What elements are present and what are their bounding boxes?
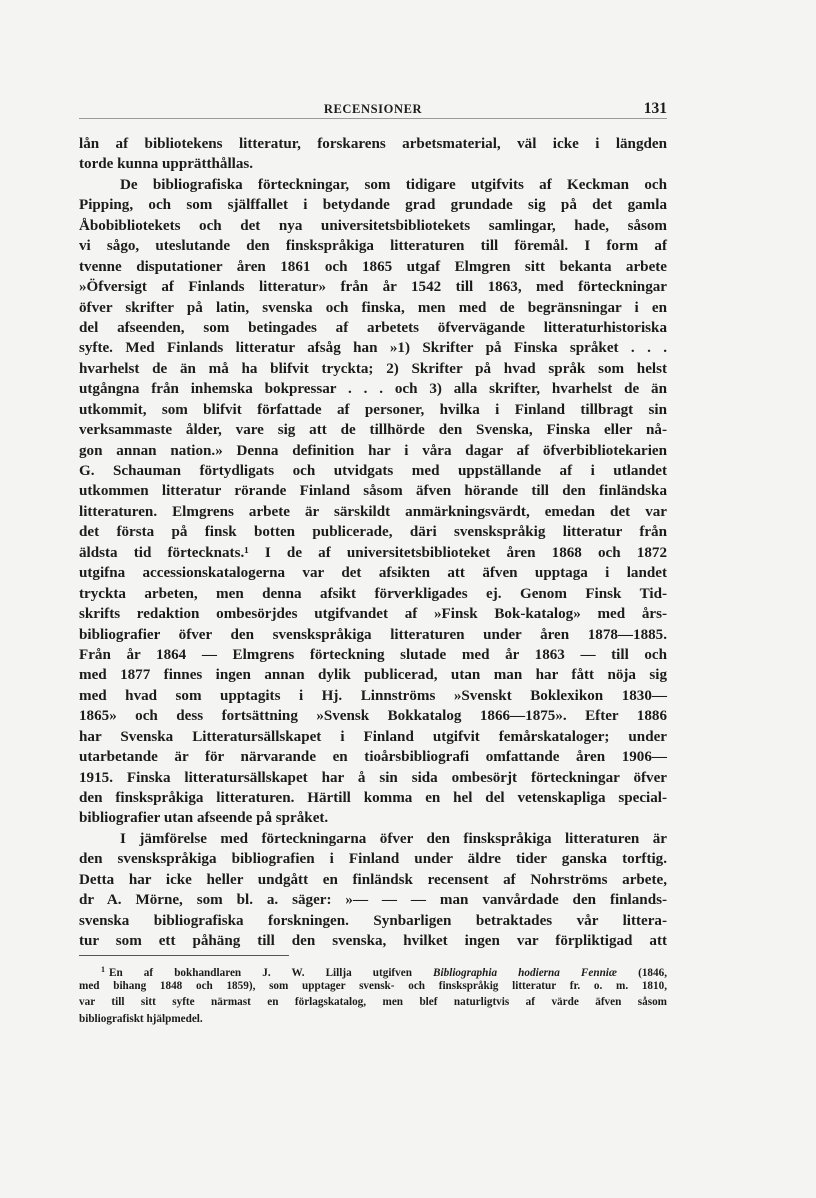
text-line: med 1877 finnes ingen annan dylik publicerad, utan man har fått nöja sig <box>79 667 667 684</box>
text-line: Detta har icke heller undgått en finländsk recensent af Nohrströms arbete, <box>79 871 667 888</box>
footnote-line: var till sitt syfte närmast en förlagskatalog, men blef naturligtvis af värde äfven såsom <box>79 996 667 1009</box>
footnote-line <box>79 962 667 978</box>
text-line: med hvad som upptagits i Hj. Linnströms »Svenskt Boklexikon 1830— <box>79 687 667 704</box>
text-line: bibliografier öfver den svenskspråkiga litteraturen under åren 1878—1885. <box>79 626 667 643</box>
text-line: vi sågo, uteslutande den finskspråkiga litteraturen till föremål. I form af <box>79 238 667 255</box>
footnote-text: (1846, <box>617 967 667 979</box>
text-line: utgångna från inhemska bokpressar . . . och 3) alla skrifter, hvarhelst de än <box>79 381 667 398</box>
text-line: 1865» och dess fortsättning »Svensk Bokkatalog 1866—1875». Efter 1886 <box>79 708 667 725</box>
text-line: tur som ett påhäng till den svenska, hvilket ingen var förpliktigad att <box>79 933 667 950</box>
text-line: Åbobibliotekets och det nya universitetsbibliotekets samlingar, hade, såsom <box>79 217 667 234</box>
text-line: 1915. Finska litteratursällskapet har å sin sida ombesörjt förteckningar öfver <box>79 769 667 786</box>
text-line: »Öfversigt af Finlands litteratur» från år 1542 till 1863, med förteckningar <box>79 279 667 296</box>
text-line: den finskspråkiga litteraturen. Härtill komma en hel del vetenskapliga special- <box>79 790 667 806</box>
text-line: den svenskspråkiga bibliografien i Finland under äldre tider ganska torftig. <box>79 851 667 868</box>
text-line: svenska bibliografiska forskningen. Synbarligen betraktades vår littera- <box>79 912 667 929</box>
footnote-line: med bihang 1848 och 1859), som upptager svensk- och finskspråkig litteratur fr. o. m. 1810, <box>79 980 667 993</box>
text-line: äldsta tid förtecknats.¹ I de af universitetsbiblioteket åren 1868 och 1872 <box>79 544 667 561</box>
text-line: hvarhelst de än må ha blifvit tryckta; 2) Skrifter på hvad språk som helst <box>79 360 667 377</box>
text-line: Från år 1864 — Elmgrens förteckning slutade med år 1863 — till och <box>79 646 667 663</box>
text-line: G. Schauman förtydligats och utvidgats med uppställande af i utlandet <box>79 463 667 479</box>
text-line: litteraturen. Elmgrens arbete är särskildt anmärkningsvärdt, emedan det var <box>79 503 667 520</box>
running-head: RECENSIONER <box>323 102 423 116</box>
text-line: del afseenden, som betingades af arbetets öfvervägande litteraturhistoriska <box>79 319 667 336</box>
footnote-title: Bibliographia hodierna Fenniæ <box>433 967 617 979</box>
footnote-mark: 1 <box>101 965 105 974</box>
text-line: gon annan nation.» Denna definition har i våra dagar af öfverbibliotekarien <box>79 442 667 459</box>
text-line: tryckta arbeten, men denna afsikt förverkligades ej. Genom Finsk Tid- <box>79 585 667 602</box>
text-line: utgifna accessionskatalogerna var det afsikten att äfven upptaga i landet <box>79 565 667 582</box>
text-line: lån af bibliotekens litteratur, forskarens arbetsmaterial, väl icke i längden <box>79 136 667 152</box>
text-line: Pipping, och som själffallet i betydande grad grundade sig på det gamla <box>79 197 667 214</box>
text-line: tvenne disputationer åren 1861 och 1865 utgaf Elmgren sitt bekanta arbete <box>79 258 667 275</box>
text-line: det första på finsk botten publicerade, däri svenskspråkig litteratur från <box>79 524 667 541</box>
text-line: utkommen litteratur rörande Finland såsom äfven hörande till den finländska <box>79 483 667 500</box>
footnote-text: En af bokhandlaren J. W. Lillja utgifven <box>109 967 434 979</box>
page-number: 131 <box>643 100 667 117</box>
text-line: öfver skrifter på latin, svenska och finska, men med de begränsningar i en <box>79 299 667 316</box>
header-rule <box>79 118 667 119</box>
text-line: utarbetande är för närvarande en tioårsbibliografi omfattande åren 1906— <box>79 749 667 766</box>
body-text <box>79 134 667 952</box>
text-line: De bibliografiska förteckningar, som tidigare utgifvits af Keckman och <box>120 176 667 193</box>
text-line: syfte. Med Finlands litteratur afsåg han »1) Skrifter på Finska språket . . . <box>79 340 667 357</box>
text-line: skrifts redaktion ombesörjdes utgifvandet af »Finsk Bok-katalog» med års- <box>79 606 667 623</box>
text-line: har Svenska Litteratursällskapet i Finland utgifvit femårskataloger; under <box>79 728 667 745</box>
footnote-rule <box>79 955 289 956</box>
footnote <box>79 962 667 1027</box>
text-line: verksammaste ålder, vare sig att de tillhörde den Svenska, Finska eller nå- <box>79 422 667 439</box>
text-line: dr A. Mörne, som bl. a. säger: »— — — man vanvårdade den finlands- <box>79 892 667 909</box>
text-line: bibliografier utan afseende på språket. <box>79 810 329 827</box>
text-line: torde kunna upprätthållas. <box>79 156 254 173</box>
text-line: I jämförelse med förteckningarna öfver den finskspråkiga litteraturen är <box>120 830 667 847</box>
footnote-line: bibliografiskt hjälpmedel. <box>79 1012 203 1025</box>
text-line: utkommit, som blifvit författade af personer, hvilka i Finland tillbragt sin <box>79 401 667 418</box>
